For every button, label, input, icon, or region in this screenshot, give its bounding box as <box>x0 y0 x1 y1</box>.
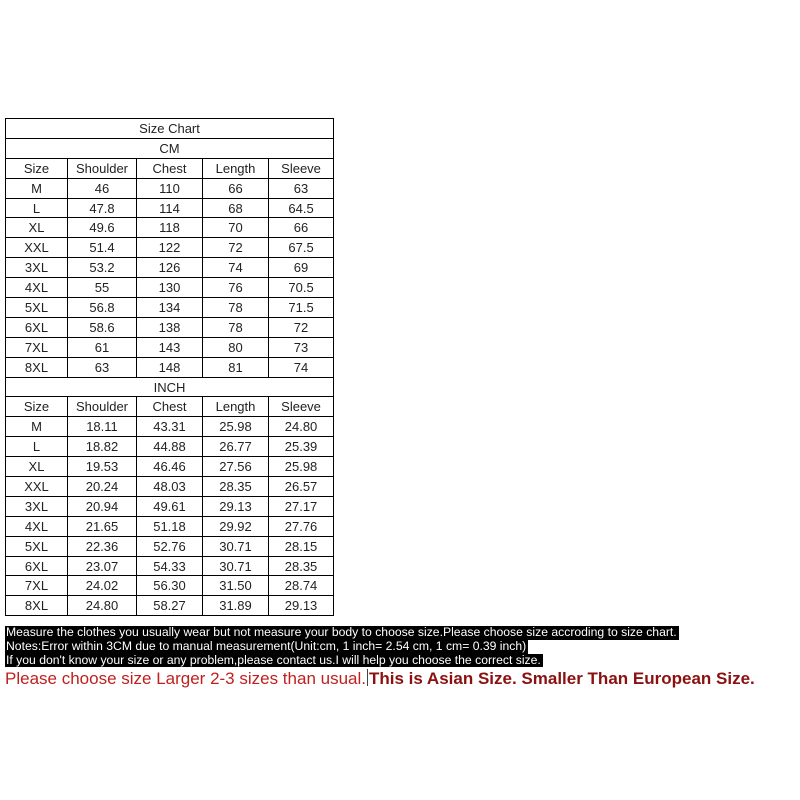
table-cell: 19.53 <box>68 457 137 477</box>
table-cell: 25.98 <box>269 457 334 477</box>
column-header: Size <box>6 397 68 417</box>
table-cell: 58.27 <box>137 596 203 616</box>
table-row <box>6 238 334 258</box>
table-cell: 76 <box>203 278 269 298</box>
table-row <box>6 536 334 556</box>
size-chart-table <box>5 118 334 616</box>
table-cell: 73 <box>269 337 334 357</box>
table-cell: 56.8 <box>68 298 137 318</box>
table-cell: 31.89 <box>203 596 269 616</box>
unit-row <box>6 138 334 158</box>
table-row <box>6 198 334 218</box>
table-row <box>6 457 334 477</box>
table-cell: 49.61 <box>137 496 203 516</box>
table-cell: 25.98 <box>203 417 269 437</box>
table-cell: 67.5 <box>269 238 334 258</box>
table-row <box>6 556 334 576</box>
table-cell: 64.5 <box>269 198 334 218</box>
title-row <box>6 119 334 139</box>
table-cell: 63 <box>269 178 334 198</box>
table-cell: 74 <box>269 357 334 377</box>
table-cell: 46.46 <box>137 457 203 477</box>
table-cell: 28.15 <box>269 536 334 556</box>
table-cell: 78 <box>203 317 269 337</box>
table-cell: 7XL <box>6 337 68 357</box>
table-cell: 49.6 <box>68 218 137 238</box>
notes-block <box>5 626 679 667</box>
table-cell: 72 <box>203 238 269 258</box>
table-cell: 28.35 <box>269 556 334 576</box>
table-cell: 70 <box>203 218 269 238</box>
table-cell: 24.80 <box>269 417 334 437</box>
table-cell: 3XL <box>6 258 68 278</box>
asian-size-warning: This is Asian Size. Smaller Than European Size. <box>368 669 755 688</box>
note-measure: Measure the clothes you usually wear but not measure your body to choose size.Please choose size accroding to size chart. <box>6 625 677 639</box>
table-cell: 24.02 <box>68 576 137 596</box>
table-row <box>6 496 334 516</box>
table-row <box>6 278 334 298</box>
table-cell: 43.31 <box>137 417 203 437</box>
table-cell: 27.17 <box>269 496 334 516</box>
chart-title: Size Chart <box>6 119 334 139</box>
column-header: Shoulder <box>68 397 137 417</box>
table-cell: 58.6 <box>68 317 137 337</box>
size-chart-body <box>6 119 334 616</box>
table-cell: M <box>6 178 68 198</box>
table-row <box>6 477 334 497</box>
table-cell: 7XL <box>6 576 68 596</box>
table-cell: 53.2 <box>68 258 137 278</box>
table-cell: 26.57 <box>269 477 334 497</box>
table-row <box>6 357 334 377</box>
table-row <box>6 298 334 318</box>
column-header: Chest <box>137 158 203 178</box>
table-cell: 110 <box>137 178 203 198</box>
table-cell: 148 <box>137 357 203 377</box>
table-cell: 118 <box>137 218 203 238</box>
table-cell: 56.30 <box>137 576 203 596</box>
column-header: Chest <box>137 397 203 417</box>
table-cell: 31.50 <box>203 576 269 596</box>
table-row <box>6 417 334 437</box>
table-row <box>6 317 334 337</box>
table-cell: 81 <box>203 357 269 377</box>
table-cell: 29.92 <box>203 516 269 536</box>
table-cell: 8XL <box>6 596 68 616</box>
column-header: Length <box>203 158 269 178</box>
unit-label: INCH <box>6 377 334 397</box>
column-header: Sleeve <box>269 158 334 178</box>
table-cell: 28.35 <box>203 477 269 497</box>
table-cell: 20.94 <box>68 496 137 516</box>
column-header: Sleeve <box>269 397 334 417</box>
table-cell: 27.76 <box>269 516 334 536</box>
unit-label: CM <box>6 138 334 158</box>
table-cell: 61 <box>68 337 137 357</box>
column-header: Length <box>203 397 269 417</box>
table-row <box>6 218 334 238</box>
table-row <box>6 258 334 278</box>
table-cell: 138 <box>137 317 203 337</box>
size-advice-larger: Please choose size Larger 2-3 sizes than usual. <box>5 669 366 688</box>
table-cell: 4XL <box>6 278 68 298</box>
table-cell: 5XL <box>6 536 68 556</box>
table-cell: 71.5 <box>269 298 334 318</box>
table-cell: 3XL <box>6 496 68 516</box>
table-cell: 30.71 <box>203 556 269 576</box>
table-cell: 143 <box>137 337 203 357</box>
table-cell: XL <box>6 218 68 238</box>
table-cell: 70.5 <box>269 278 334 298</box>
table-cell: 52.76 <box>137 536 203 556</box>
table-cell: 29.13 <box>203 496 269 516</box>
table-row <box>6 337 334 357</box>
table-cell: 30.71 <box>203 536 269 556</box>
table-cell: 27.56 <box>203 457 269 477</box>
table-cell: 8XL <box>6 357 68 377</box>
table-cell: 29.13 <box>269 596 334 616</box>
table-cell: L <box>6 198 68 218</box>
table-cell: L <box>6 437 68 457</box>
table-cell: 20.24 <box>68 477 137 497</box>
header-row <box>6 158 334 178</box>
size-advice <box>5 668 755 690</box>
table-cell: 126 <box>137 258 203 278</box>
table-row <box>6 437 334 457</box>
table-cell: 66 <box>269 218 334 238</box>
table-cell: XXL <box>6 477 68 497</box>
table-cell: 51.4 <box>68 238 137 258</box>
table-cell: 24.80 <box>68 596 137 616</box>
table-cell: 48.03 <box>137 477 203 497</box>
table-cell: 18.82 <box>68 437 137 457</box>
table-cell: 44.88 <box>137 437 203 457</box>
table-cell: 63 <box>68 357 137 377</box>
column-header: Size <box>6 158 68 178</box>
table-cell: 114 <box>137 198 203 218</box>
header-row <box>6 397 334 417</box>
table-cell: 25.39 <box>269 437 334 457</box>
table-cell: 55 <box>68 278 137 298</box>
text-cursor <box>367 669 368 686</box>
table-cell: 78 <box>203 298 269 318</box>
table-cell: 47.8 <box>68 198 137 218</box>
table-cell: 21.65 <box>68 516 137 536</box>
table-cell: 6XL <box>6 556 68 576</box>
table-row <box>6 576 334 596</box>
table-row <box>6 178 334 198</box>
table-cell: 28.74 <box>269 576 334 596</box>
table-cell: 66 <box>203 178 269 198</box>
table-cell: 26.77 <box>203 437 269 457</box>
table-cell: 6XL <box>6 317 68 337</box>
column-header: Shoulder <box>68 158 137 178</box>
table-row <box>6 596 334 616</box>
table-cell: 23.07 <box>68 556 137 576</box>
unit-row <box>6 377 334 397</box>
note-contact: If you don't know your size or any problem,please contact us.I will help you choose the correct size. <box>6 652 541 667</box>
note-error: Notes:Error within 3CM due to manual measurement(Unit:cm, 1 inch= 2.54 cm, 1 cm= 0.39 inch) <box>6 638 527 653</box>
table-cell: XXL <box>6 238 68 258</box>
table-cell: 69 <box>269 258 334 278</box>
table-cell: 5XL <box>6 298 68 318</box>
table-cell: 130 <box>137 278 203 298</box>
table-cell: 51.18 <box>137 516 203 536</box>
table-cell: 122 <box>137 238 203 258</box>
table-cell: 46 <box>68 178 137 198</box>
table-cell: 4XL <box>6 516 68 536</box>
table-cell: XL <box>6 457 68 477</box>
table-cell: 72 <box>269 317 334 337</box>
table-cell: 54.33 <box>137 556 203 576</box>
table-cell: M <box>6 417 68 437</box>
table-cell: 74 <box>203 258 269 278</box>
table-row <box>6 516 334 536</box>
table-cell: 18.11 <box>68 417 137 437</box>
table-cell: 22.36 <box>68 536 137 556</box>
table-cell: 68 <box>203 198 269 218</box>
table-cell: 134 <box>137 298 203 318</box>
table-cell: 80 <box>203 337 269 357</box>
